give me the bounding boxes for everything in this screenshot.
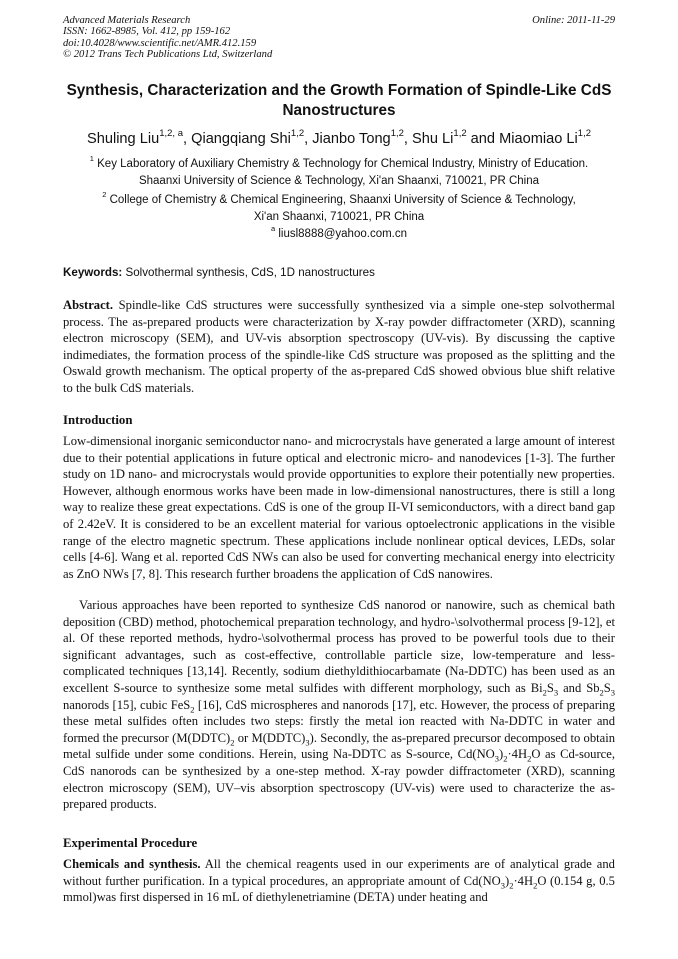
issn-line: ISSN: 1662-8985, Vol. 412, pp 159-162	[63, 26, 231, 38]
author-affiliation-mark: 1,2	[390, 128, 404, 140]
author-affiliation-mark: 1,2	[290, 128, 305, 140]
intro-paragraph-1: Low-dimensional inorganic semiconductor nano- and microcrystals have generated a large amount of interest due to their potential applications in future optical and electronic micro- and nanodevices [1-3]. The further study on 1D nano- and microcrystals would provide opportunities to explore their potentially new properties. However, although enormous works have been made in low-dimensional nanostructures, there is still a long way to realize these great expectations. CdS is one of the group II-VI semiconductors, with a direct band gap of 2.42eV. It is considered to be an excellent material for various optoelectronic applications in the visible range of the electro magnetic spectrum. These applications include nonlinear optical devices, LEDs, solar cells [4-6]. Wang et al. reported CdS NWs can also be used for converting mechanical energy into electricity as ZnO NWs [7, 8]. This research further broadens the application of CdS nanowires.	[63, 434, 615, 581]
abstract	[63, 297, 615, 397]
affiliation-2: $^2$ College of Chemistry & Chemical Engineering, Shaanxi University of Science & Technology, Xi'an Shaanxi, 710021, PR China	[102, 190, 576, 223]
keywords-text: Solvothermal synthesis, CdS, 1D nanostructures	[122, 266, 375, 279]
section-heading-experimental: Experimental Procedure	[63, 836, 198, 850]
author-name: Shuling Liu	[86, 131, 160, 147]
paper-title: Synthesis, Characterization and the Growth Formation of Spindle-Like CdS Nanostructures	[66, 82, 612, 119]
author-list: Shuling Liu$^{1,2, a}$, Qiangqiang Shi$^{1,2}$, Jianbo Tong$^{1,2}$, Shu Li$^{1,2}$ and Miaomiao Li$^{1,2}$	[86, 128, 591, 147]
keywords-label: Keywords:	[63, 266, 123, 279]
email-link[interactable]: liusl8888@yahoo.com.cn	[278, 228, 408, 240]
section-heading-introduction: Introduction	[63, 413, 133, 427]
intro-paragraph-2: Various approaches have been reported to synthesize CdS nanorod or nanowire, such as chemical bath deposition (CBD) method, photochemical preparation technology, and hydro-\solvothermal process [9-12], et al. Of these reported methods, hydro-\solvothermal process has proved to be powerful tools due to their significant advantages, such as cost-effective, controllable particle size, low-temperature and less-complicated techniques [13,14]. Recently, sodium diethyldithiocarbamate (Na-DDTC) has been used as an excellent S-source to synthesize some metal sulfides with different morphology, such as $Bi_2S_3$ and $Sb_2S_3$ nanorods [15], cubic FeS$_2$ [16], CdS microspheres and nanorods [17], etc. However, the process of preparing these metal sulfides often includes two steps: firstly the metal ion reacted with Na-DDTC in water and formed the precursor ($M(DDTC)_2$ or $M(DDTC)_3$). Secondly, the as-prepared precursor decomposed to obtain metal sulfide under some conditions. Herein, using Na-DDTC as S-source, $Cd(NO_3)_2\cdot 4H_2O$ as Cd-source, CdS nanorods can be synthesized by a one-step method. X-ray powder diffractometer (XRD), scanning electron microscopy (SEM), UV–vis absorption spectroscopy (UV-vis) were used to characterize the as-prepared products.	[63, 598, 616, 812]
copyright-line: © 2012 Trans Tech Publications Ltd, Switzerland	[63, 49, 273, 61]
journal-name: Advanced Materials Research	[63, 15, 191, 26]
subsection-label: Chemicals and synthesis.	[63, 857, 201, 871]
doi-line: doi:10.4028/www.scientific.net/AMR.412.159	[63, 37, 257, 49]
journal-header	[63, 15, 272, 61]
affiliation-1: $^1$ Key Laboratory of Auxiliary Chemistry & Technology for Chemical Industry, Ministry of Education. Shaanxi University of Science & Technology, Xi'an Shaanxi, 710021, PR China	[89, 154, 589, 187]
keywords	[63, 265, 615, 280]
author-affiliation-mark: 1,2, a	[159, 128, 183, 140]
author-email: $^a$ liusl8888@yahoo.com.cn	[270, 224, 408, 240]
abstract-label: Abstract.	[63, 298, 114, 312]
author-affiliation-mark: 1,2	[453, 128, 467, 140]
author-name: Qiangqiang Shi	[191, 131, 291, 147]
author-name: Shu Li	[412, 131, 454, 147]
author-affiliation-mark: 1,2	[577, 128, 591, 140]
author-name: Jianbo Tong	[312, 131, 391, 147]
online-date: Online: 2011-11-29	[532, 15, 615, 26]
experimental-paragraph: Chemicals and synthesis. All the chemical reagents used in our experiments are of analytical grade and without further purification. In a typical procedures, an appropriate amount of $Cd(NO_3)_2\cdot 4H_2O$ (0.154 g, 0.5 mmol)was first dispersed in 16 mL of diethylenetriamine (DETA) under heating and	[63, 857, 615, 905]
abstract-text: Spindle-like CdS structures were successfully synthesized via a simple one-step solvothermal process. The as-prepared products were characterization by X-ray powder diffractometer (XRD), scanning electron microscopy (SEM), and UV-vis absorption spectroscopy (UV-vis). By discussing the captive indimediates, the formation process of the spindle-like CdS structure was proposed as the splitting and the Oswald growth mechanism. The optical property of the as-prepared CdS showed obvious blue shift relative to the bulk CdS materials.	[63, 298, 615, 395]
author-name: Miaomiao Li	[499, 131, 578, 147]
